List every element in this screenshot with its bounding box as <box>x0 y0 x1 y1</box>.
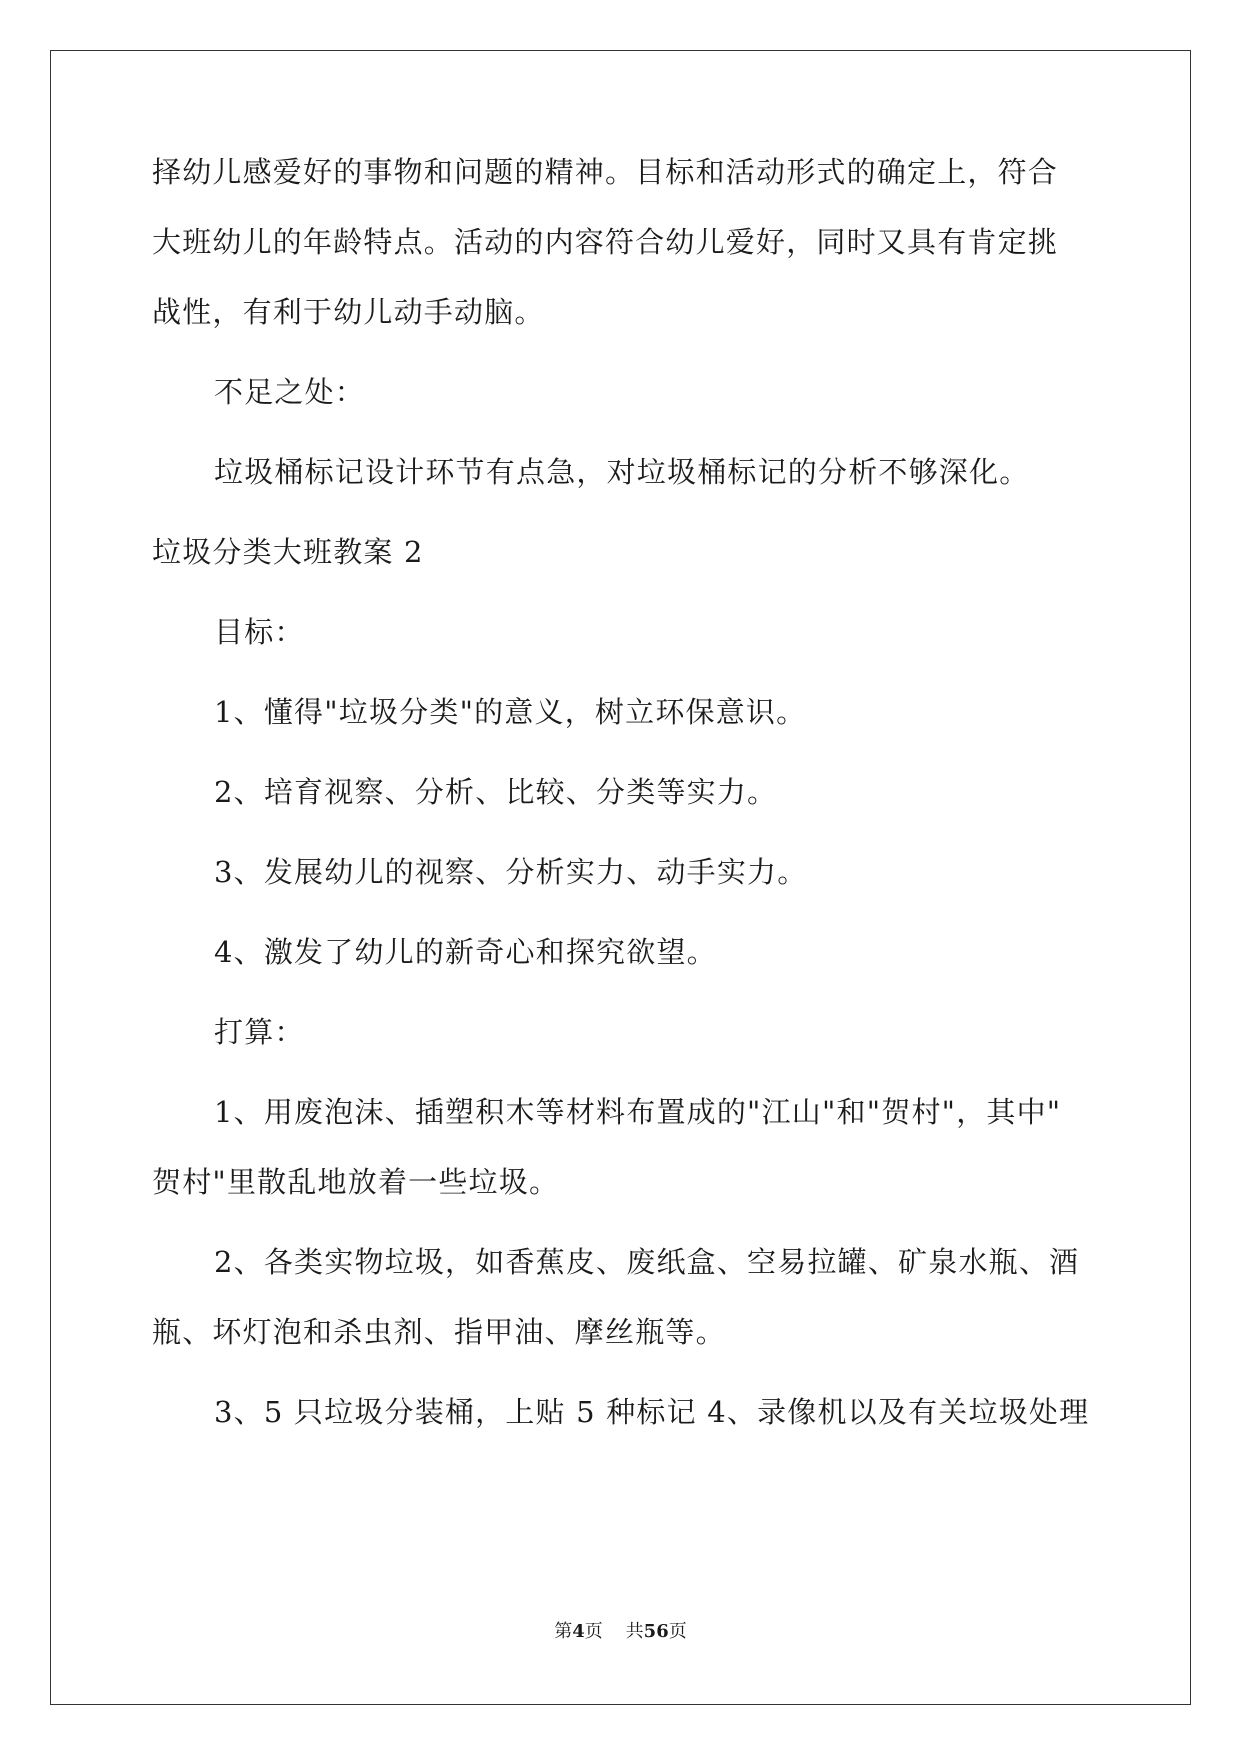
text-line: 战性，有利于幼儿动手动脑。 <box>152 295 545 329</box>
list-item: 2、培育视察、分析、比较、分类等实力。 <box>214 775 778 809</box>
current-page-number: 4 <box>572 1621 585 1642</box>
list-item: 1、用废泡沫、插塑积木等材料布置成的"江山"和"贺村"，其中" <box>214 1095 1062 1129</box>
text-line: 垃圾桶标记设计环节有点急，对垃圾桶标记的分析不够深化。 <box>214 455 1030 489</box>
text-line: 大班幼儿的年龄特点。活动的内容符合幼儿爱好，同时又具有肯定挑 <box>152 225 1059 259</box>
list-item: 3、5 只垃圾分装桶，上贴 5 种标记 4、录像机以及有关垃圾处理 <box>214 1395 1090 1429</box>
text-line: 择幼儿感爱好的事物和问题的精神。目标和活动形式的确定上，符合 <box>152 155 1059 189</box>
list-item: 4、激发了幼儿的新奇心和探究欲望。 <box>214 935 717 969</box>
list-item: 2、各类实物垃圾，如香蕉皮、废纸盒、空易拉罐、矿泉水瓶、酒 <box>214 1245 1080 1279</box>
text-line: 瓶、坏灯泡和杀虫剂、指甲油、摩丝瓶等。 <box>152 1315 726 1349</box>
page-footer <box>0 1620 1241 1644</box>
section-label-preparation: 打算： <box>214 1015 305 1049</box>
section-label-goals: 目标： <box>214 615 305 649</box>
section-title: 垃圾分类大班教案 2 <box>152 535 424 569</box>
footer-prefix: 第 <box>554 1621 573 1642</box>
footer-suffix: 页 <box>668 1621 687 1642</box>
list-item: 3、发展幼儿的视察、分析实力、动手实力。 <box>214 855 808 889</box>
footer-middle: 页 共 <box>584 1621 644 1642</box>
list-item: 1、懂得"垃圾分类"的意义，树立环保意识。 <box>214 695 807 729</box>
total-pages-number: 56 <box>643 1621 669 1642</box>
text-line: 贺村"里散乱地放着一些垃圾。 <box>152 1165 560 1199</box>
section-label-shortcomings: 不足之处： <box>214 375 366 409</box>
